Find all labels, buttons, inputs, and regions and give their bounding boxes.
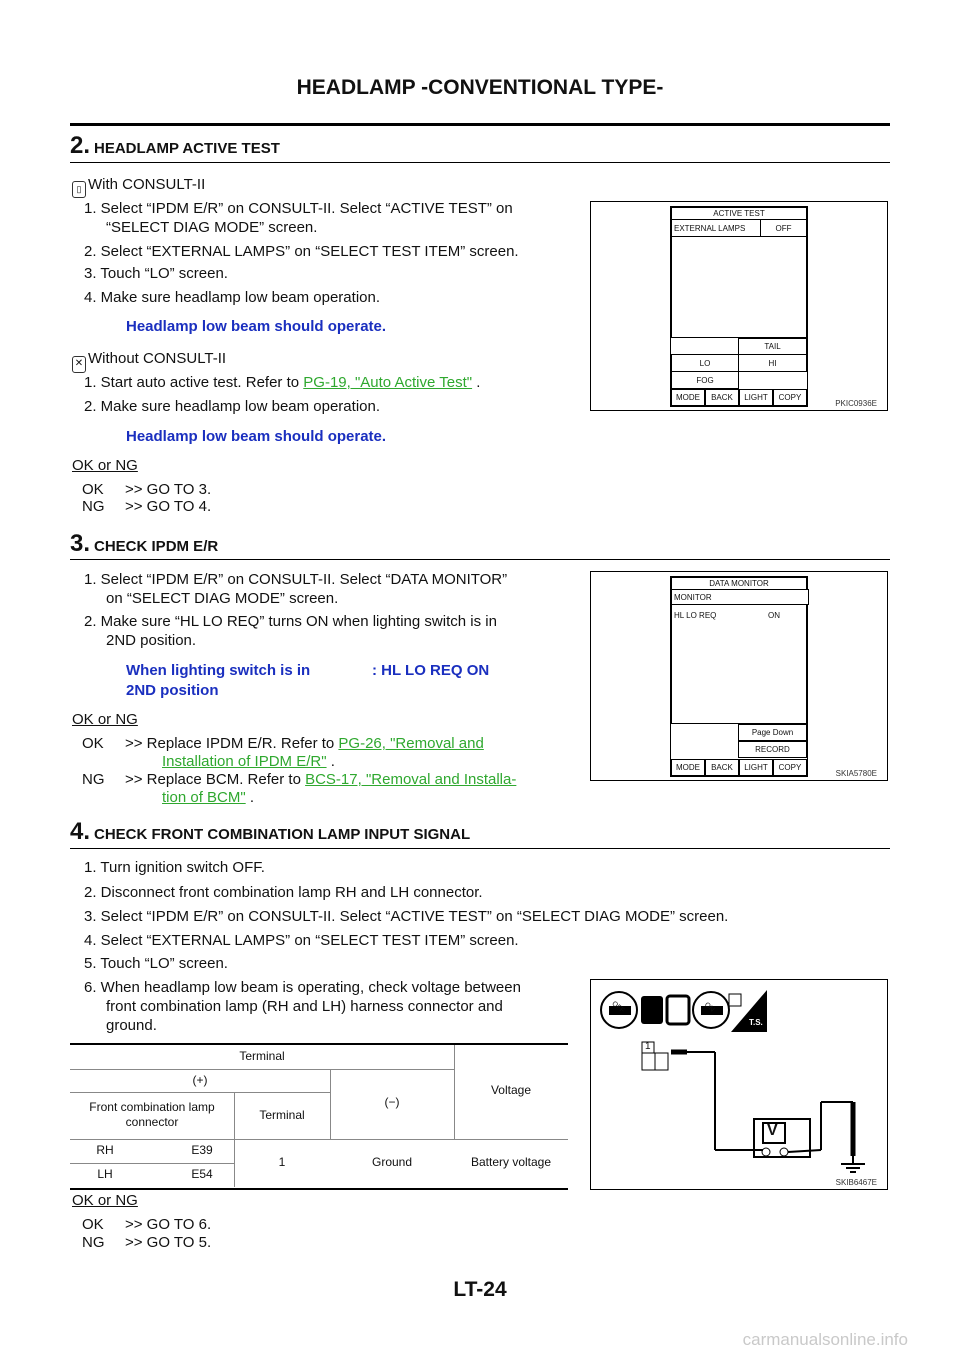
screen-title: ACTIVE TEST: [671, 207, 807, 220]
btn-back[interactable]: BACK: [705, 759, 739, 776]
step4-ok-ng: OK or NG: [72, 1192, 138, 1209]
step4-heading: [70, 818, 890, 846]
with-consult-line: [72, 175, 205, 198]
pg26-link-cont[interactable]: Installation of IPDM E/R": [162, 753, 327, 770]
screen-body: [671, 236, 807, 338]
meter-label: V: [767, 1122, 778, 1139]
page-number: LT-24: [453, 1278, 507, 1301]
cell-terminal: 1: [278, 1155, 286, 1169]
step2-a1: 1. Select “IPDM E/R” on CONSULT-II. Select “ACTIVE TEST” on: [84, 200, 513, 217]
step2-note-b: Headlamp low beam should operate.: [126, 428, 387, 445]
step4-number: 4.: [70, 818, 91, 845]
ground-icon: [841, 1156, 865, 1172]
without-consult-line: [72, 349, 226, 373]
page-title: HEADLAMP -CONVENTIONAL TYPE-: [296, 76, 664, 99]
th-plus: (+): [192, 1073, 208, 1087]
consult-screen-active-test: [670, 206, 808, 407]
step3-ng-post: .: [245, 789, 255, 806]
step3-number: 3.: [70, 530, 91, 557]
figure-voltage-check: [590, 979, 888, 1190]
step4-ng-action: >> GO TO 5.: [125, 1234, 212, 1251]
step2-title: HEADLAMP ACTIVE TEST: [94, 140, 280, 157]
monitor-header: MONITOR: [671, 589, 809, 605]
step2-a2: 2. Select “EXTERNAL LAMPS” on “SELECT TEST ITEM” screen.: [84, 243, 519, 260]
th-terminal2: Terminal: [259, 1108, 305, 1122]
ts-label: T.S.: [749, 1018, 763, 1027]
screen-title: DATA MONITOR: [671, 577, 807, 590]
step2-b1-text: 1. Start auto active test. Refer to: [84, 374, 304, 391]
step3-s1a: 1. Select “IPDM E/R” on CONSULT-II. Select “DATA MONITOR”: [84, 571, 508, 588]
monitor-body: [671, 604, 807, 724]
step4-ok-action: >> GO TO 6.: [125, 1216, 212, 1233]
row-divider: [70, 1069, 454, 1070]
cell-ground: Ground: [371, 1155, 413, 1169]
th-connector: Front combination lamp connector: [89, 1100, 215, 1129]
step2-rule: [70, 162, 890, 163]
no-consult-icon: ✕: [72, 356, 86, 373]
step3-ok-post: .: [326, 753, 335, 770]
figure-id: PKIC0936E: [835, 399, 877, 408]
step4-s4: 4. Select “EXTERNAL LAMPS” on “SELECT TEST ITEM” screen.: [84, 932, 519, 949]
item-external-lamps: EXTERNAL LAMPS: [671, 219, 763, 237]
on-label: ON: [702, 1001, 716, 1014]
step2-ok-label: OK: [82, 481, 104, 498]
bcs17-link[interactable]: BCS-17, "Removal and Installa-: [305, 771, 517, 788]
header-rule: [70, 123, 890, 126]
step3-cond-b: 2ND position: [126, 682, 219, 699]
row-lh-conn: E54: [191, 1167, 213, 1181]
step4-s1: 1. Turn ignition switch OFF.: [84, 859, 265, 876]
item-value: OFF: [760, 219, 807, 237]
row-divider: [70, 1092, 330, 1093]
step4-s6a: 6. When headlamp low beam is operating, check voltage between: [84, 979, 521, 996]
step3-s1b: on “SELECT DIAG MODE” screen.: [106, 590, 339, 607]
consult-icon: ▯: [72, 181, 86, 198]
step2-a3: 3. Touch “LO” screen.: [84, 265, 228, 282]
btn-hi[interactable]: HI: [738, 354, 807, 372]
step3-ok-label: OK: [82, 735, 104, 752]
btn-fog[interactable]: FOG: [671, 371, 739, 389]
step3-heading: [70, 530, 890, 558]
step2-b2: 2. Make sure headlamp low beam operation.: [84, 398, 381, 415]
btn-mode[interactable]: MODE: [671, 759, 705, 776]
figure-data-monitor: [590, 571, 888, 781]
figure-active-test: [590, 201, 888, 411]
step3-cond-a: When lighting switch is in: [126, 662, 311, 679]
figure-id: SKIA5780E: [835, 769, 877, 778]
step4-s6b: front combination lamp (RH and LH) harness connector and: [106, 998, 503, 1015]
step3-ok-text: >> Replace IPDM E/R. Refer to: [125, 735, 339, 752]
step3-cond-value: : HL LO REQ ON: [372, 662, 490, 679]
step4-ok-label: OK: [82, 1216, 104, 1233]
step2-heading: [70, 132, 890, 160]
pin-label: 1: [645, 1041, 651, 1052]
btn-mode[interactable]: MODE: [671, 389, 705, 406]
connector-disconnect-icon: [641, 996, 689, 1024]
step2-b1-post: .: [472, 374, 481, 391]
btn-lo[interactable]: LO: [671, 354, 739, 372]
step2-ok-ng: OK or NG: [72, 457, 138, 474]
step3-ng-label: NG: [82, 771, 105, 788]
step3-s2a: 2. Make sure “HL LO REQ” turns ON when lighting switch is in: [84, 613, 497, 630]
btn-copy[interactable]: COPY: [773, 389, 807, 406]
watermark: carmanualsonline.info: [742, 1330, 908, 1349]
pg26-link[interactable]: PG-26, "Removal and: [338, 735, 484, 752]
without-consult-label: Without CONSULT-II: [88, 350, 227, 367]
step4-rule: [70, 848, 890, 849]
btn-light[interactable]: LIGHT: [739, 759, 773, 776]
btn-record[interactable]: RECORD: [738, 741, 807, 758]
step4-title: CHECK FRONT COMBINATION LAMP INPUT SIGNAL: [94, 826, 471, 843]
row-divider: [70, 1163, 234, 1164]
step3-ng-text: >> Replace BCM. Refer to: [125, 771, 306, 788]
th-minus: (−): [384, 1095, 400, 1109]
row-rh-conn: E39: [191, 1143, 213, 1157]
step3-ok-ng: OK or NG: [72, 711, 138, 728]
step3-rule: [70, 559, 890, 560]
step3-ng-action: [125, 770, 516, 789]
consult-screen-data-monitor: [670, 576, 808, 777]
cell-voltage: Battery voltage: [470, 1155, 552, 1169]
step3-title: CHECK IPDM E/R: [94, 538, 219, 555]
row-label: HL LO REQ: [674, 611, 717, 620]
btn-light[interactable]: LIGHT: [739, 389, 773, 406]
btn-page-down[interactable]: Page Down: [738, 724, 807, 741]
voltage-diagram: [591, 980, 887, 1189]
terminal-table: [70, 1043, 568, 1190]
off-label: OFF: [610, 1000, 626, 1015]
step2-ng-label: NG: [82, 498, 105, 515]
bcs17-link-cont[interactable]: tion of BCM": [162, 789, 246, 806]
step3-ok-action: [125, 734, 580, 753]
step4-s5: 5. Touch “LO” screen.: [84, 955, 228, 972]
step2-note-a: Headlamp low beam should operate.: [126, 318, 387, 335]
figure-id: SKIB6467E: [835, 1178, 877, 1187]
btn-tail[interactable]: TAIL: [738, 338, 807, 355]
btn-back[interactable]: BACK: [705, 389, 739, 406]
step2-a1b: “SELECT DIAG MODE” screen.: [106, 219, 318, 236]
btn-copy[interactable]: COPY: [773, 759, 807, 776]
step2-ng-action: >> GO TO 4.: [125, 498, 212, 515]
step4-ng-label: NG: [82, 1234, 105, 1251]
pg19-link[interactable]: PG-19, "Auto Active Test": [303, 374, 473, 391]
th-terminal: Terminal: [239, 1049, 285, 1063]
step2-b1: [84, 373, 480, 392]
row-divider: [70, 1139, 568, 1140]
step3-ng-cont: [162, 788, 254, 807]
step3-ok-cont: [162, 752, 335, 771]
step4-s2: 2. Disconnect front combination lamp RH and LH connector.: [84, 884, 483, 901]
with-consult-label: With CONSULT-II: [88, 176, 206, 193]
step3-s2b: 2ND position.: [106, 632, 197, 649]
row-value: ON: [768, 611, 780, 620]
row-rh-side: RH: [96, 1143, 114, 1157]
step2-a4: 4. Make sure headlamp low beam operation.: [84, 289, 381, 306]
th-voltage: Voltage: [490, 1083, 532, 1097]
step4-s6c: ground.: [106, 1017, 157, 1034]
step2-ok-action: >> GO TO 3.: [125, 481, 212, 498]
step4-s3: 3. Select “IPDM E/R” on CONSULT-II. Select “ACTIVE TEST” on “SELECT DIAG MODE” screen.: [84, 908, 729, 925]
row-lh-side: LH: [97, 1167, 113, 1181]
step2-number: 2.: [70, 132, 91, 159]
